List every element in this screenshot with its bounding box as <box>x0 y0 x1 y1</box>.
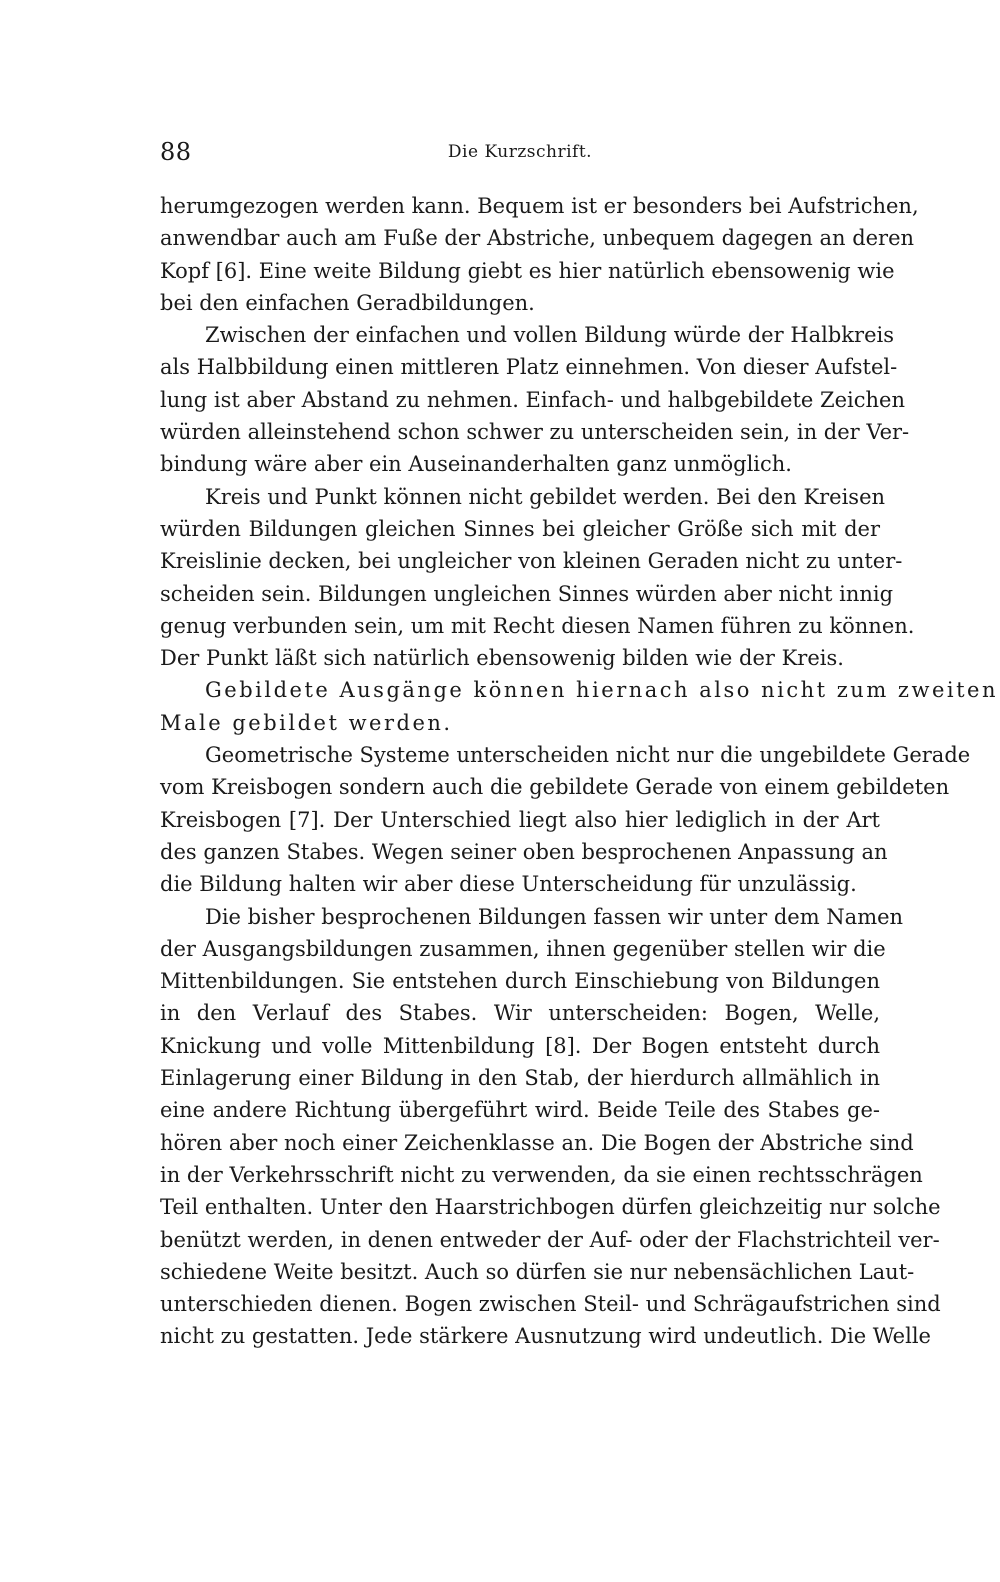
text-line: der Ausgangsbildungen zusammen, ihnen gegenüber stellen wir die <box>160 936 886 961</box>
text-line: in der Verkehrsschrift nicht zu verwenden, da sie einen rechtsschrägen <box>160 1162 923 1187</box>
text-line: als Halbbildung einen mittleren Platz einnehmen. Von dieser Aufstel- <box>160 355 898 380</box>
text-line: anwendbar auch am Fuße der Abstriche, unbequem dagegen an deren <box>160 226 915 251</box>
text-line: Teil enthalten. Unter den Haarstrichbogen dürfen gleichzeitig nur solche <box>160 1195 941 1220</box>
page-number: 88 <box>160 138 192 166</box>
text-line: schiedene Weite besitzt. Auch so dürfen sie nur nebensächlichen Laut- <box>160 1259 915 1284</box>
text-line: des ganzen Stabes. Wegen seiner oben besprochenen Anpassung an <box>160 839 888 864</box>
text-line: Der Punkt läßt sich natürlich ebensowenig bilden wie der Kreis. <box>160 646 844 671</box>
text-line: Zwischen der einfachen und vollen Bildung würde der Halbkreis <box>205 323 894 348</box>
text-line: die Bildung halten wir aber diese Unterscheidung für unzulässig. <box>160 872 857 897</box>
text-line: unterschieden dienen. Bogen zwischen Steil- und Schrägaufstrichen sind <box>160 1292 941 1317</box>
text-line: Kreisbogen [7]. Der Unterschied liegt also hier lediglich in der Art <box>160 807 880 832</box>
text-line: genug verbunden sein, um mit Recht diesen Namen führen zu können. <box>160 613 915 638</box>
text-line: in den Verlauf des Stabes. Wir unterscheiden: Bogen, Welle, <box>160 1001 880 1026</box>
body-text <box>160 190 998 1353</box>
text-line: Kreislinie decken, bei ungleicher von kleinen Geraden nicht zu unter- <box>160 549 903 574</box>
running-title: Die Kurzschrift. <box>447 142 593 162</box>
text-line: benützt werden, in denen entweder der Auf- oder der Flachstrichteil ver- <box>160 1227 940 1252</box>
text-line: eine andere Richtung übergeführt wird. Beide Teile des Stabes ge- <box>160 1098 880 1123</box>
text-line: nicht zu gestatten. Jede stärkere Ausnutzung wird undeutlich. Die Welle <box>160 1324 931 1349</box>
text-line: herumgezogen werden kann. Bequem ist er besonders bei Aufstrichen, <box>160 194 919 218</box>
text-line: scheiden sein. Bildungen ungleichen Sinnes würden aber nicht innig <box>160 581 894 606</box>
text-line: Kopf [6]. Eine weite Bildung giebt es hier natürlich ebensowenig wie <box>160 258 895 283</box>
paragraph <box>160 901 941 1353</box>
text-line: Knickung und volle Mittenbildung [8]. Der Bogen entsteht durch <box>160 1033 880 1058</box>
paragraph <box>160 190 919 319</box>
text-line: bindung wäre aber ein Auseinanderhalten ganz unmöglich. <box>160 452 792 477</box>
text-line: würden Bildungen gleichen Sinnes bei gleicher Größe sich mit der <box>160 516 880 541</box>
paragraph <box>160 674 998 739</box>
text-line: Kreis und Punkt können nicht gebildet werden. Bei den Kreisen <box>205 484 886 509</box>
paragraph <box>160 319 910 480</box>
text-line: vom Kreisbogen sondern auch die gebildete Gerade von einem gebildeten <box>160 775 950 800</box>
text-line: hören aber noch einer Zeichenklasse an. Die Bogen der Abstriche sind <box>160 1130 914 1155</box>
text-line: Einlagerung einer Bildung in den Stab, der hierdurch allmählich in <box>160 1066 880 1091</box>
text-line: Male gebildet werden. <box>160 710 453 735</box>
paragraph <box>160 481 915 675</box>
paragraph <box>160 739 971 900</box>
text-line: Die bisher besprochenen Bildungen fassen wir unter dem Namen <box>205 904 904 929</box>
text-line: Mittenbildungen. Sie entstehen durch Einschiebung von Bildungen <box>160 969 880 994</box>
text-line: Geometrische Systeme unterscheiden nicht nur die ungebildete Gerade <box>205 743 971 768</box>
text-line: lung ist aber Abstand zu nehmen. Einfach- und halbgebildete Zeichen <box>160 387 905 412</box>
text-line: bei den einfachen Geradbildungen. <box>160 290 535 315</box>
page-header <box>160 138 880 174</box>
text-line: Gebildete Ausgänge können hiernach also nicht zum zweiten <box>205 678 998 703</box>
text-line: würden alleinstehend schon schwer zu unterscheiden sein, in der Ver- <box>160 420 910 445</box>
